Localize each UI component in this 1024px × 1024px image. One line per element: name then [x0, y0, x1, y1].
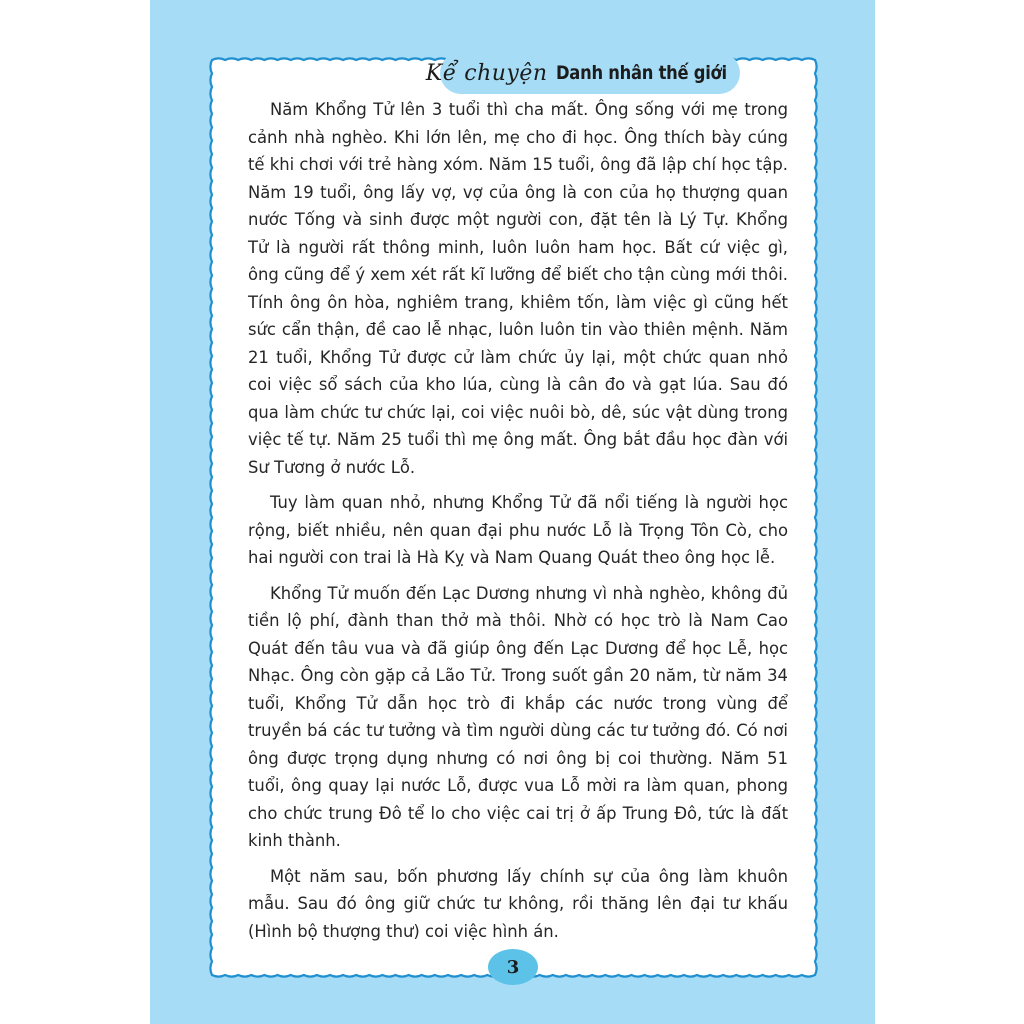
paragraph: Tuy làm quan nhỏ, nhưng Khổng Tử đã nổi tiếng là người học rộng, biết nhiều, nên quan đại phu nước Lỗ là Trọng Tôn Cò, cho hai người con trai là Hà Kỵ và Nam Quang Quát theo ông học lễ.	[248, 493, 788, 567]
paragraph: Khổng Tử muốn đến Lạc Dương nhưng vì nhà nghèo, không đủ tiền lộ phí, đành than thở mà thôi. Nhờ có học trò là Nam Cao Quát đến tâu vua và đã giúp ông đến Lạc Dương để học Lễ, học Nhạc. Ông còn gặp cả Lão Tử. Trong suốt gần 20 năm, từ năm 34 tuổi, Khổng Tử dẫn học trò đi khắp các nước trong vùng để truyền bá các tư tưởng và tìm người dùng các tư tưởng đó. Có nơi ông được trọng dụng nhưng có nơi ông bị coi thường. Năm 51 tuổi, ông quay lại nước Lỗ, được vua Lỗ mời ra làm quan, phong cho chức trung Đô tể lo cho việc cai trị ở ấp Trung Đô, tức là đất kinh thành.	[248, 583, 788, 850]
series-title: Danh nhân thế giới	[555, 62, 727, 84]
paragraph: Một năm sau, bốn phương lấy chính sự của ông làm khuôn mẫu. Sau đó ông giữ chức tư không, rồi thăng lên đại tư khấu (Hình bộ thượng thư) coi việc hình án.	[248, 866, 788, 941]
series-script-label: Kể chuyện	[425, 60, 548, 86]
paragraph: Năm Khổng Tử lên 3 tuổi thì cha mất. Ông sống với mẹ trong cảnh nhà nghèo. Khi lớn lên, mẹ cho đi học. Ông thích bày cúng tế khi chơi với trẻ hàng xóm. Năm 15 tuổi, ông đã lập chí học tập. Năm 19 tuổi, ông lấy vợ, vợ của ông là con của họ thượng quan nước Tống và sinh được một người con, đặt tên là Lý Tự. Khổng Tử là người rất thông minh, luôn luôn ham học. Bất cứ việc gì, ông cũng để ý xem xét rất kĩ lưỡng để biết cho tận cùng mới thôi. Tính ông ôn hòa, nghiêm trang, khiêm tốn, làm việc gì cũng hết sức cẩn thận, đề cao lễ nhạc, luôn luôn tin vào thiên mệnh. Năm 21 tuổi, Khổng Tử được cử làm chức ủy lại, một chức quan nhỏ coi việc sổ sách của kho lúa, cùng là cân đo và gạt lúa. Sau đó qua làm chức tư chức lại, coi việc nuôi bò, dê, súc vật dùng trong việc tế tự. Năm 25 tuổi thì mẹ ông mất. Ông bắt đầu học đàn với Sư Tương ở nước Lỗ.	[248, 100, 788, 477]
story-text	[248, 96, 788, 953]
page-number: 3	[506, 956, 520, 978]
book-page	[150, 0, 875, 1024]
series-header	[425, 52, 740, 94]
page-number-badge	[488, 949, 538, 985]
